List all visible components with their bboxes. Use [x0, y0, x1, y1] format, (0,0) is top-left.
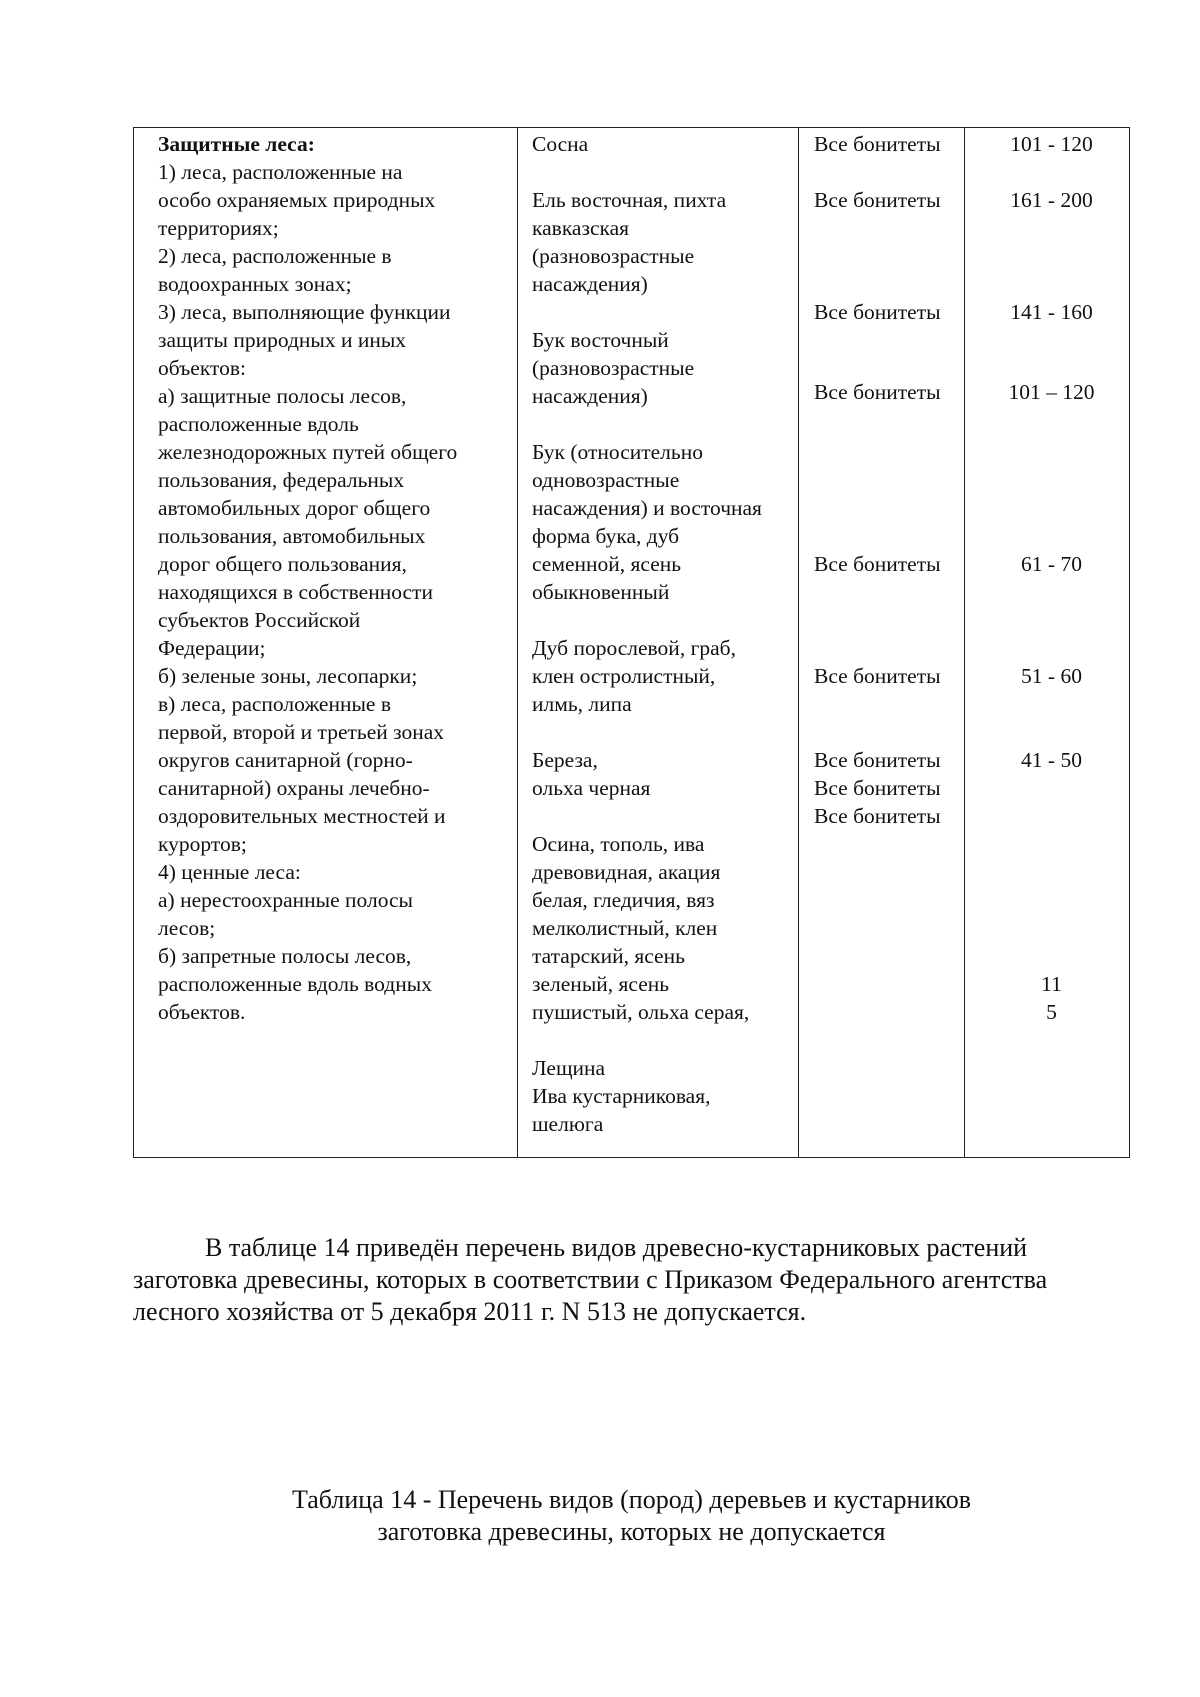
forest-category-line: курортов; [158, 832, 247, 856]
tree-species-line: Лещина [532, 1056, 606, 1080]
forest-category-line: 4) ценные леса: [158, 860, 301, 884]
forest-category-line: объектов: [158, 356, 246, 380]
forest-category-line: расположенные вдоль водных [158, 972, 432, 996]
forest-category-line: б) зеленые зоны, лесопарки; [158, 664, 418, 688]
paragraph-line: В таблице 14 приведён перечень видов древесно-кустарниковых растений [205, 1233, 1028, 1262]
forest-category-line: санитарной) охраны лечебно- [158, 776, 430, 800]
site-class-cell: Все бонитеты [814, 748, 941, 772]
tree-species-line: Сосна [532, 132, 589, 156]
protective-forests-table [133, 127, 1130, 1158]
site-class-cell: Все бонитеты [814, 804, 941, 828]
forest-category-line: особо охраняемых природных [158, 188, 436, 212]
forest-category-line: 2) леса, расположенные в [158, 244, 392, 268]
age-range-cell: 101 - 120 [1010, 132, 1093, 156]
forest-category-line: первой, второй и третьей зонах [158, 720, 445, 744]
forest-category-line: б) запретные полосы лесов, [158, 944, 412, 968]
tree-species-line: кавказская [532, 216, 630, 240]
age-range-cell: 161 - 200 [1010, 188, 1093, 212]
forest-category-line: лесов; [158, 916, 216, 940]
age-range-cell: 11 [1041, 972, 1062, 996]
paragraph-line: лесного хозяйства от 5 декабря 2011 г. N 513 не допускается. [133, 1297, 807, 1326]
forest-category-heading: Защитные леса: [158, 132, 315, 156]
tree-species-line: насаждения) [532, 272, 648, 296]
forest-category-line: а) защитные полосы лесов, [158, 384, 407, 408]
site-class-cell: Все бонитеты [814, 379, 941, 404]
caption-line: заготовка древесины, которых не допускается [377, 1517, 886, 1546]
site-class-cell: Все бонитеты [814, 300, 941, 324]
column-divider-3 [964, 128, 965, 1157]
forest-category-line: оздоровительных местностей и [158, 804, 446, 828]
tree-species-line: семенной, ясень [532, 552, 682, 576]
tree-species-line: пушистый, ольха серая, [532, 1000, 750, 1024]
forest-category-line: а) нерестоохранные полосы [158, 888, 413, 912]
tree-species-line: Бук восточный [532, 328, 669, 352]
tree-species-line: Ива кустарниковая, [532, 1084, 711, 1108]
age-range-cell: 141 - 160 [1010, 300, 1093, 324]
tree-species-line: зеленый, ясень [532, 972, 670, 996]
tree-species-line: обыкновенный [532, 580, 670, 604]
forest-category-line: Федерации; [158, 636, 266, 660]
tree-species-line: мелколистный, клен [532, 916, 718, 940]
tree-species-line: древовидная, акация [532, 860, 721, 884]
tree-species-line: одновозрастные [532, 468, 680, 492]
table-caption [133, 1484, 1130, 1548]
column-divider-1 [517, 128, 518, 1157]
tree-species-line: ольха черная [532, 776, 651, 800]
tree-species-line: Бук (относительно [532, 440, 703, 464]
tree-species-line: татарский, ясень [532, 944, 685, 968]
forest-category-line: 3) леса, выполняющие функции [158, 300, 451, 324]
forest-category-line: водоохранных зонах; [158, 272, 352, 296]
age-range-cell: 5 [1046, 1000, 1057, 1024]
forest-category-line: автомобильных дорог общего [158, 496, 431, 520]
forest-category-line: территориях; [158, 216, 279, 240]
forest-category-line: 1) леса, расположенные на [158, 160, 403, 184]
tree-species-line: Береза, [532, 748, 598, 772]
column-divider-2 [798, 128, 799, 1157]
body-paragraph [133, 1232, 1133, 1328]
tree-species-line: белая, гледичия, вяз [532, 888, 715, 912]
tree-species-line: клен остролистный, [532, 664, 716, 688]
site-class-cell: Все бонитеты [814, 188, 941, 212]
site-class-cell: Все бонитеты [814, 664, 941, 688]
forest-category-line: объектов. [158, 1000, 246, 1024]
forest-category-line: защиты природных и иных [158, 328, 407, 352]
site-class-cell: Все бонитеты [814, 776, 941, 800]
tree-species-line: (разновозрастные [532, 356, 695, 380]
forest-category-line: субъектов Российской [158, 608, 361, 632]
forest-category-line: пользования, автомобильных [158, 524, 426, 548]
site-class-cell: Все бонитеты [814, 552, 941, 576]
forest-category-line: дорог общего пользования, [158, 552, 407, 576]
forest-category-line: в) леса, расположенные в [158, 692, 391, 716]
tree-species-line: Дуб порослевой, граб, [532, 636, 736, 660]
age-range-cell: 51 - 60 [1021, 664, 1082, 688]
tree-species-line: форма бука, дуб [532, 524, 680, 548]
forest-category-line: железнодорожных путей общего [158, 440, 458, 464]
forest-category-line: пользования, федеральных [158, 468, 405, 492]
tree-species-line: Ель восточная, пихта [532, 188, 727, 212]
age-range-cell: 61 - 70 [1021, 552, 1082, 576]
forest-category-line: округов санитарной (горно- [158, 748, 413, 772]
site-class-cell: Все бонитеты [814, 132, 941, 156]
tree-species-line: (разновозрастные [532, 244, 695, 268]
age-range-cell: 41 - 50 [1021, 748, 1082, 772]
tree-species-line: насаждения) [532, 384, 648, 408]
forest-category-line: находящихся в собственности [158, 580, 433, 604]
tree-species-line: илмь, липа [532, 692, 632, 716]
caption-line: Таблица 14 - Перечень видов (пород) деревьев и кустарников [292, 1485, 971, 1514]
tree-species-line: шелюга [532, 1112, 604, 1136]
tree-species-line: Осина, тополь, ива [532, 832, 705, 856]
paragraph-line: заготовка древесины, которых в соответствии с Приказом Федерального агентства [133, 1265, 1048, 1294]
tree-species-line: насаждения) и восточная [532, 496, 762, 520]
age-range-cell: 101 – 120 [1008, 379, 1095, 404]
forest-category-line: расположенные вдоль [158, 412, 359, 436]
